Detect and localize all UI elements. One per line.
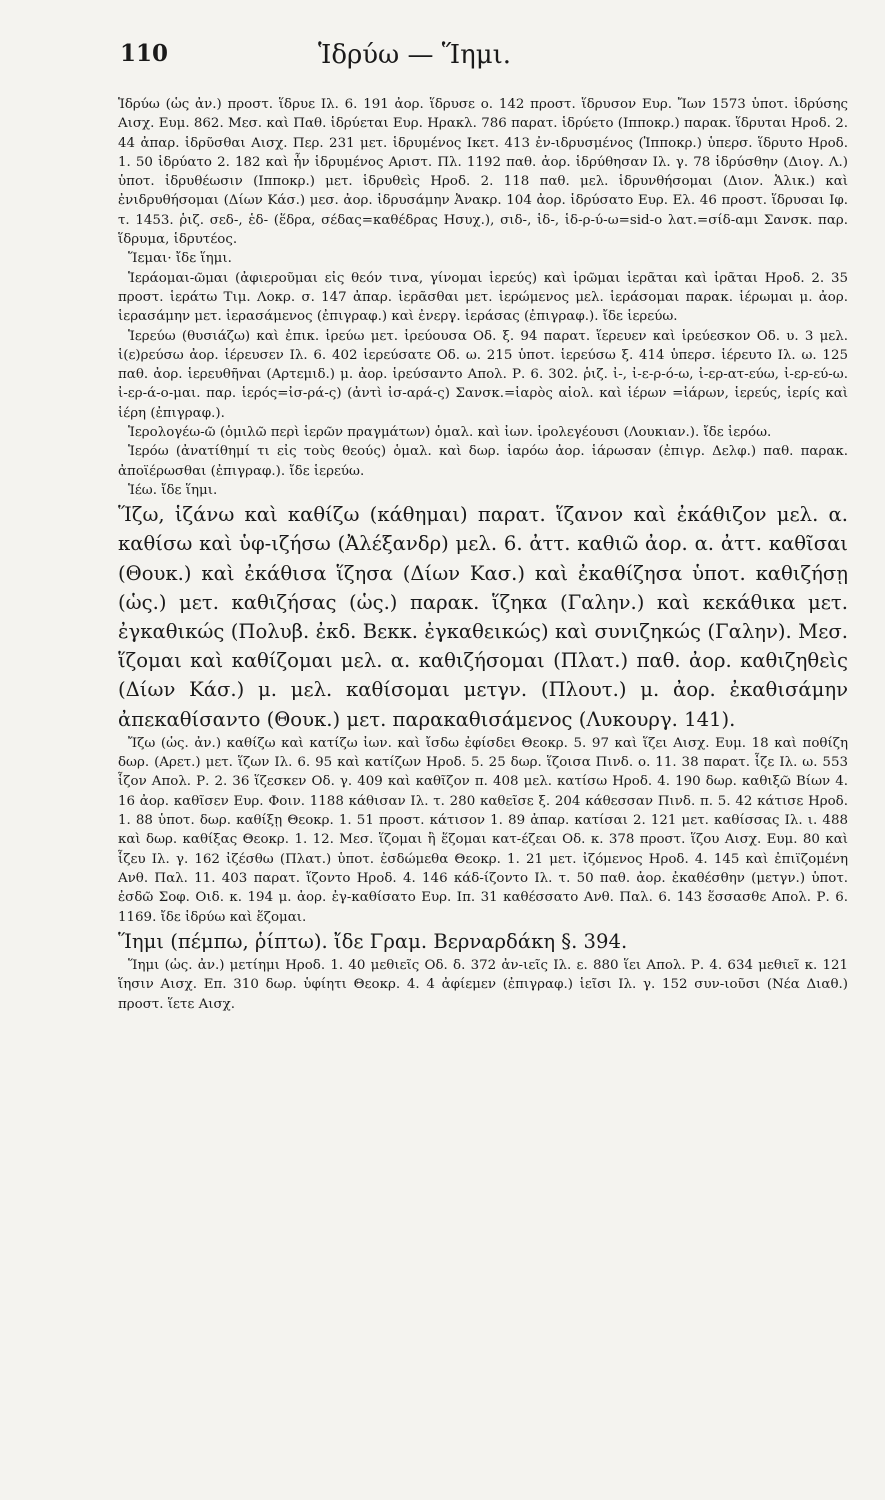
entry-idryo: Ἱδρύω (ὡς ἀν.) προστ. ἵδρυε Ιλ. 6. 191 ἀορ. ἵδρυσε ο. 142 προστ. ἵδρυσον Ευρ. Ἴων 1573 ὑποτ. ἱδρύσης Αισχ. Ευμ. 862. Μεσ. καὶ Παθ. ἱδρύεται Ευρ. Ηρακλ. 786 παρατ. ἱδρύετο (Ιπποκρ.) παρακ. ἵδρυται Ηροδ. 2. 44 ἀπαρ. ἱδρῦσθαι Αισχ. Περ. 231 μετ. ἱδρυμένος Ικετ. 413 ἐν-ιδρυσμένος (Ἱπποκρ.) ὑπερσ. ἵδρυτο Ηροδ. 1. 50 ἱδρύατο 2. 182 καὶ ἦν ἱδρυμένος Αριστ. Πλ. 1192 παθ. ἀορ. ἱδρύθησαν Ιλ. γ. 78 ἱδρύσθην (Διογ. Λ.) ὑποτ. ἱδρυθέωσιν (Ιπποκρ.) μετ. ἱδρυθεὶς Ηροδ. 2. 118 παθ. μελ. ἱδρυνθήσομαι (Διον. Ἁλικ.) καὶ ἐνιδρυθήσομαι (Δίων Κάσ.) μεσ. ἀορ. ἱδρυσάμην Ἀνακρ. 104 ἀορ. ἱδρύσατο Ευρ. Ελ. 46 προστ. ἵδρυσαι Ιφ. τ. 1453. ῥιζ. σεδ-, ἑδ- (ἕδρα, σέδας=καθέδρας Ησυχ.), σιδ-, ἱδ-, ἱδ-ρ-ύ-ω=sid-o λατ.=σίδ-αμι Σανσκ. παρ. ἵδρυμα, ἱδρυτέος. [118,97,848,248]
entry-izo: Ἴζω (ὡς. ἀν.) καθίζω καὶ κατίζω ἰων. καὶ ἴσδω ἐφίσδει Θεοκρ. 5. 97 καὶ ἵζει Αισχ. Ευμ. 18 καὶ ποθίζη δωρ. (Αρετ.) μετ. ἵζων Ιλ. 6. 95 καὶ κατίζων Ηροδ. 5. 25 δωρ. ἵζοισα Πινδ. ο. 11. 38 παρατ. ἷζε Ιλ. ω. 553 ἷζον Απολ. Ρ. 2. 36 ἵζεσκεν Οδ. γ. 409 καὶ καθῖζον π. 408 μελ. κατίσω Ηροδ. 4. 190 δωρ. καθιξῶ Βίων 4. 16 ἀορ. καθῖσεν Ευρ. Φοιν. 1188 κάθισαν Ιλ. τ. 280 καθεῖσε ξ. 204 κάθεσσαν Πινδ. π. 5. 42 κάτισε Ηροδ. 1. 88 ὑποτ. δωρ. καθίξῃ Θεοκρ. 1. 51 προστ. κάτισον 1. 89 ἀπαρ. κατίσαι 2. 121 μετ. καθίσσας Ιλ. ι. 488 καὶ δωρ. καθίξας Θεοκρ. 1. 12. Μεσ. ἵζομαι ἢ ἕζομαι κατ-έζεαι Οδ. κ. 378 προστ. ἵζου Αισχ. Ευμ. 80 καὶ ἷζευ Ιλ. γ. 162 ἰζέσθω (Πλατ.) ὑποτ. ἐσδώμεθα Θεοκρ. 1. 21 μετ. ἰζόμενος Ηροδ. 4. 145 καὶ ἐπιϊζομένη Ανθ. Παλ. 11. 403 παρατ. ἵζοντο Ηροδ. 4. 146 κάδ-ίζοντο Ιλ. τ. 50 παθ. ἀορ. ἐκαθέσθην (μετγν.) ὑποτ. ἐσδῶ Σοφ. Οιδ. κ. 194 μ. ἀορ. ἐγ-καθίσατο Ευρ. Ιπ. 31 καθέσσατο Ανθ. Παλ. 6. 143 ἕσσασθε Απολ. Ρ. 6. 1169. ἴδε ἱδρύω καὶ ἕζομαι. [118,735,848,925]
entry-iemi-heading: Ἵημι (πέμπω, ῥίπτω). ἴδε Γραμ. Βερναρδάκη §. 394. [118,929,628,953]
entry-ierаomai: Ἱεράομαι-ῶμαι (ἀφιεροῦμαι εἰς θεόν τινα, γίνομαι ἱερεύς) καὶ ἱρῶμαι ἱερᾶται καὶ ἱρᾶται Ηροδ. 2. 35 προστ. ἱεράτω Τιμ. Λοκρ. σ. 147 ἀπαρ. ἱερᾶσθαι μετ. ἱερώμενος μελ. ἱεράσομαι παρακ. ἱέρωμαι μ. ἀορ. ἱερασάμην μετ. ἱερασάμενος (ἐπιγραφ.) καὶ ἐνεργ. ἱεράσας (ἐπιγραφ.). ἴδε ἱερεύω. [118,270,848,325]
running-title: Ἱδρύω — Ἵημι. [318,40,512,70]
entry-ieo: Ἱέω. ἴδε ἵημι. [128,482,218,498]
entry-ieroo: Ἱερόω (ἀνατίθημί τι εἰς τοὺς θεούς) ὁμαλ. καὶ δωρ. ἱαρόω ἀορ. ἱάρωσαν (ἐπιγρ. Δελφ.) παθ. παρακ. ἀποϊέρωσθαι (ἐπιγραφ.). ἴδε ἱερεύω. [118,444,848,479]
entry-izo-large: Ἵζω, ἱζάνω καὶ καθίζω (κάθημαι) παρατ. ἵζανον καὶ ἐκάθιζον μελ. α. καθίσω καὶ ὑφ-ιζήσω (Ἀλέξανδρ) μελ. 6. ἀττ. καθιῶ ἀορ. α. ἀττ. καθῖσαι (Θουκ.) καὶ ἐκάθισα ἵζησα (Δίων Κασ.) καὶ ἐκαθίζησα ὑποτ. καθιζήσῃ (ὡς.) μετ. καθιζήσας (ὡς.) παρακ. ἵζηκα (Γαλην.) καὶ κεκάθικα μετ. ἐγκαθικώς (Πολυβ. ἐκδ. Βεκκ. ἐγκαθεικώς) καὶ συνιζηκώς (Γαλην). Μεσ. ἵζομαι καὶ καθίζομαι μελ. α. καθιζήσομαι (Πλατ.) παθ. ἀορ. καθιζηθεὶς (Δίων Κάσ.) μ. μελ. καθίσομαι μετγν. (Πλουτ.) μ. ἀορ. ἐκαθισάμην ἀπεκαθίσαντο (Θουκ.) μετ. παρακαθισάμενος (Λυκουργ. 141). [118,503,848,731]
entry-ierologeo: Ἱερολογέω-ῶ (ὁμιλῶ περὶ ἱερῶν πραγμάτων) ὁμαλ. καὶ ἰων. ἱρολεγέουσι (Λουκιαν.). ἴδε ἱερόω. [128,425,772,441]
entry-iereuo: Ἱερεύω (θυσιάζω) καὶ ἐπικ. ἱρεύω μετ. ἱρεύουσα Οδ. ξ. 94 παρατ. ἵερευεν καὶ ἱρεύεσκον Οδ. υ. 3 μελ. ἱ(ε)ρεύσω ἀορ. ἱέρευσεν Ιλ. 6. 402 ἱερεύσατε Οδ. ω. 215 ὑποτ. ἱερεύσω ξ. 414 ὑπερσ. ἱέρευτο Ιλ. ω. 125 παθ. ἀορ. ἱερευθῆναι (Αρτεμιδ.) μ. ἀορ. ἱρεύσαντο Απολ. Ρ. 6. 302. ῥιζ. ἰ-, ἰ-ε-ρ-ό-ω, ἰ-ερ-ατ-εύω, ἰ-ερ-εύ-ω. ἰ-ερ-ά-ο-μαι. παρ. ἱερός=ἰσ-ρά-ς) (ἀντὶ ἰσ-αρά-ς) Σανσκ.=ἱαρὸς αἰολ. καὶ ἱέρων =ἰάρων, ἱερεύς, ἱερίς καὶ ἱέρη (ἐπιγραφ.). [118,328,848,421]
page-body [118,95,848,1014]
entry-iemai: Ἵεμαι· ἴδε ἵημι. [128,251,232,267]
page-header [0,40,885,80]
entry-iemi: Ἵημι (ὡς. ἀν.) μετίημι Ηροδ. 1. 40 μεθιεῖς Οδ. δ. 372 ἀν-ιεῖς Ιλ. ε. 880 ἵει Απολ. Ρ. 4. 634 μεθιεῖ κ. 121 ἵησιν Αισχ. Επ. 310 δωρ. ὑφίητι Θεοκρ. 4. 4 ἀφίεμεν (ἐπιγραφ.) ἱεῖσι Ιλ. γ. 152 συν-ιοῦσι (Νέα Διαθ.) προστ. ἵετε Αισχ. [118,958,848,1012]
page-number: 110 [120,40,169,67]
